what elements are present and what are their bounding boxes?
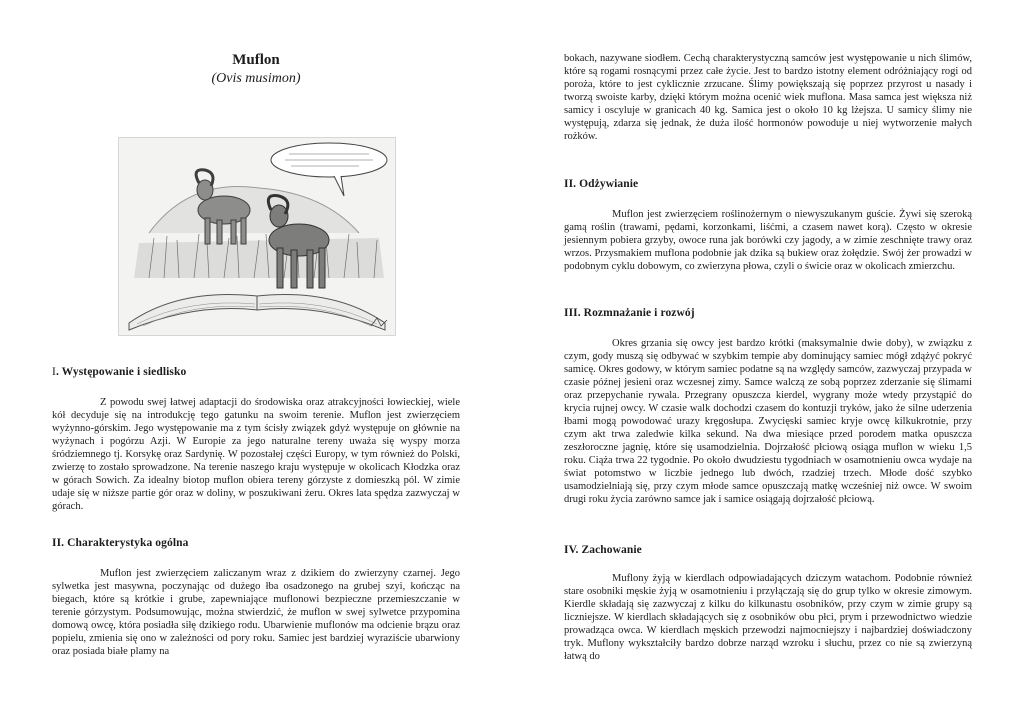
- section-heading-occurrence: [52, 366, 186, 378]
- paragraph-occurrence: Z powodu swej łatwej adaptacji do środowiska oraz atrakcyjności łowieckiej, wiele kół decyduje się na introdukcję tego gatunku na swoim terenie. Muflon jest zwierzęciem wyżynno-górskim. Jego występowanie ma z tym ścisły związek gdyż występuje on głównie na wyżynach i pogórzu Azji. W Europie za jego naturalne tereny uważa się wyspy morza śródziemnego tj. Korsykę oraz Sardynię. W pozostałej części Europy, w tym również do Polski, zwierzę to zostało sprowadzone. Na terenie naszego kraju występuje w okolicach Kłodzka oraz w górach Sowich. Za idealny biotop muflon obiera tereny górzyste z domieszką pól. W zimie udaje się w niższe partie gór oraz w doliny, w poszukiwani żeru. Okres lata spędza zazwyczaj w górach.: [52, 397, 460, 512]
- section-heading-feeding: II. Odżywianie: [564, 178, 639, 190]
- paragraph-feeding: Muflon jest zwierzęciem roślinożernym o niewyszukanym guście. Żywi się szeroką gamą roślin (trawami, pędami, korzonkami, liśćmi, a czasem nawet korą). Często w okresie jesiennym pobiera grzyby, owoce runa jak borówki czy jagody, a w zimie zeschnięte trawy oraz wrzos. Przysmakiem muflona podobnie jak dzika są bukiew oraz żołędzie. Swój żer prowadzi w podobnym cyklu dobowym, co zwierzyna płowa, czyli o świcie oraz w okolicach zmierzchu.: [564, 209, 972, 272]
- section-title: . Występowanie i siedlisko: [55, 366, 187, 378]
- latin-name: (Ovis musimon): [211, 71, 301, 86]
- mouflon-illustration: [118, 137, 396, 336]
- paragraph-behaviour: Muflony żyją w kierdlach odpowiadających dziczym watachom. Podobnie również stare osobniki męskie żyją w osamotnieniu i przyłączają się do grup tylko w okresie zimowym. Kierdle składają się zazwyczaj z kilku do kilkunastu osobników, przy czym w zimie grupy są liczniejsze. W kierdlach składających się z osobników obu płci, prym i przewodnictwo wiedzie prowadząca owca. W kierdlach męskich przewodzi najmocniejszy i najbardziej doświadczony tryk. Muflony wykształciły bardzo dobrze narząd wzroku i słuchu, przez co nie są zwierzyną łatwą do: [564, 573, 972, 662]
- section-heading-behaviour: IV. Zachowanie: [564, 544, 642, 556]
- paragraph-characteristics-continued: bokach, nazywane siodłem. Cechą charakterystyczną samców jest występowanie u nich ślimów, które są rogami rosnącymi przez całe życie. Jest to bardzo istotny element odróżniający rogi od poroża, które to jest cyklicznie zrzucane. Ślimy powiększają się poprzez przyrost u nasady i tworzą swoiste karby, dzięki którym można ocenić wiek muflona. Masa samca jest większa niż samicy i oscyluje w granicach 40 kg. Samica jest o około 10 kg lżejsza. U samicy ślimy nie występują, zdarza się jednak, że duża ilość hormonów powoduje u niej wytworzenie małych rożków.: [564, 53, 972, 142]
- paragraph-characteristics: Muflon jest zwierzęciem zaliczanym wraz z dzikiem do zwierzyny czarnej. Jego sylwetka jest masywna, poczynając od dużego łba osadzonego na grubej szyi, kończąc na biegach, które są krótkie i grube, zapewniające muflonowi bezpieczne przemieszczanie w terenie górzystym. Podsumowując, można stwierdzić, że muflon w swej sylwetce przypomina domową owcę, która posiadła siłę dzikiego rodu. Ubarwienie muflonów ma odcienie brązu oraz popielu, zmienia się ono w zależności od pory roku. Samiec jest bardziej wyraziście ubarwiony oraz posiada białe plamy na: [52, 568, 460, 657]
- section-heading-reproduction: III. Rozmnażanie i rozwój: [564, 307, 695, 319]
- section-number: I: [52, 366, 56, 378]
- page-title: Muflon: [232, 52, 280, 68]
- section-heading-characteristics: II. Charakterystyka ogólna: [52, 537, 189, 549]
- paragraph-reproduction: Okres grzania się owcy jest bardzo krótki (maksymalnie dwie doby), w związku z czym, gody muszą się odbywać w szybkim tempie aby dominujący samiec mógł zdążyć pokryć samicę. Okres godowy, w którym samiec podatne są na względy samców, zazwyczaj przypada w czasie późnej jesieni oraz wczesnej zimy. Samce walczą ze sobą poprzez zderzanie się ślimami oraz przepychanie rywala. Przegrany opuszcza kierdel, wygrany może wtedy przystąpić do krycia rujnej owcy. W czasie walk dochodzi czasem do kontuzji tryków, jako że silne uderzenia łbami mogą powodować urazy kręgosłupa. Zwycięski samiec kryje owcę kilkukrotnie, przy czym akt trwa zaledwie kilka sekund. Na dwa miesiące przed porodem matka opuszcza zeszłoroczne jagnię, które się usamodzielnia. Dojrzałość płciową osiąga muflon w wieku 1,5 roku. Ciąża trwa 22 tygodnie. Po około dwudziestu tygodniach w osamotnieniu owca wydaje na świat potomstwo w liczbie jednego lub dwóch, rzadziej trzech. Młode dość szybko usamodzielniają się, przy czym młode samce opuszczają matkę wcześniej niż owce. W swoim drugi roku życia zarówno samce jak i samice osiągają dojrzałość płciową.: [564, 338, 972, 505]
